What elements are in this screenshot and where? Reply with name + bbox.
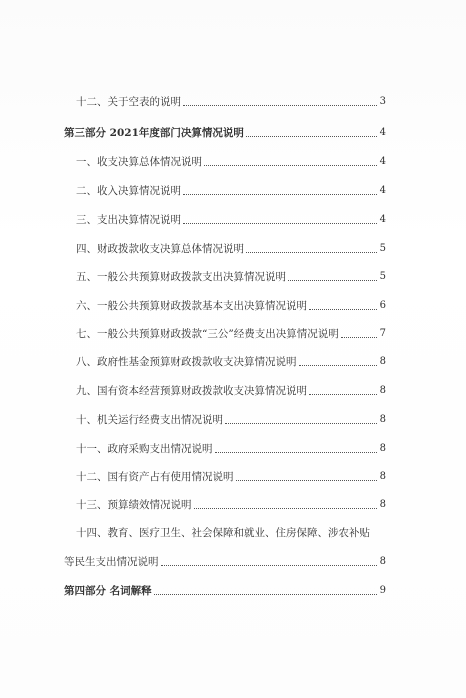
toc-dot-leader <box>204 165 377 166</box>
toc-dot-leader <box>161 565 377 566</box>
toc-dot-leader <box>246 252 377 253</box>
toc-entry-item-3[interactable] <box>76 211 386 229</box>
toc-entry-item-9[interactable] <box>76 382 386 400</box>
toc-part-heading: 第四部分 名词解释 <box>64 585 152 597</box>
toc-entry-item-6[interactable] <box>76 297 386 315</box>
toc-entry-label: 七、一般公共预算财政拨款“三公”经费支出决算情况说明 <box>76 328 339 340</box>
toc-entry-item-5[interactable] <box>76 268 386 286</box>
toc-entry-label: 三、支出决算情况说明 <box>76 214 181 226</box>
toc-entry-item-1[interactable] <box>76 153 386 171</box>
toc-dot-leader <box>183 194 377 195</box>
toc-entry-section-12-empty-tables[interactable] <box>76 93 386 111</box>
toc-dot-leader <box>309 394 377 395</box>
toc-entry-item-8[interactable] <box>76 353 386 371</box>
toc-page-number: 4 <box>379 156 386 167</box>
toc-dot-leader <box>183 105 377 106</box>
toc-entry-item-2[interactable] <box>76 182 386 200</box>
toc-page-number: 4 <box>379 214 386 225</box>
toc-entry-item-12[interactable] <box>76 468 386 486</box>
toc-dot-leader <box>309 309 377 310</box>
toc-entry-part-3[interactable] <box>64 124 386 142</box>
toc-entry-label: 八、政府性基金预算财政拨款收支决算情况说明 <box>76 356 297 368</box>
toc-dot-leader <box>299 365 377 366</box>
toc-page-number: 9 <box>379 585 386 596</box>
toc-page-number: 8 <box>379 556 386 567</box>
toc-page-number: 5 <box>379 243 386 254</box>
toc-page-number: 3 <box>379 96 386 107</box>
toc-entry-item-14-line-2[interactable] <box>64 553 386 571</box>
toc-page-number: 8 <box>379 385 386 396</box>
toc-dot-leader <box>194 508 377 509</box>
toc-dot-leader <box>246 136 377 137</box>
toc-entry-part-4[interactable] <box>64 582 386 600</box>
toc-entry-item-4[interactable] <box>76 240 386 258</box>
toc-dot-leader <box>236 480 377 481</box>
toc-page-number: 5 <box>379 271 386 282</box>
toc-entry-label: 五、一般公共预算财政拨款支出决算情况说明 <box>76 271 286 283</box>
toc-entry-label: 九、国有资本经营预算财政拨款收支决算情况说明 <box>76 385 307 397</box>
toc-entry-item-10[interactable] <box>76 411 386 429</box>
toc-entry-label: 十一、政府采购支出情况说明 <box>76 443 213 455</box>
toc-entry-item-14-line-1[interactable]: 十四、教育、医疗卫生、社会保障和就业、住房保障、涉农补贴 <box>76 527 370 539</box>
toc-dot-leader <box>225 423 377 424</box>
toc-entry-label: 十二、关于空表的说明 <box>76 96 181 108</box>
toc-entry-label: 等民生支出情况说明 <box>64 556 159 568</box>
toc-entry-label: 十二、国有资产占有使用情况说明 <box>76 471 234 483</box>
toc-page-number: 8 <box>379 443 386 454</box>
toc-page-number: 7 <box>379 328 386 339</box>
toc-dot-leader <box>288 280 377 281</box>
toc-dot-leader <box>183 223 377 224</box>
toc-entry-label: 二、收入决算情况说明 <box>76 185 181 197</box>
toc-page-number: 8 <box>379 499 386 510</box>
toc-dot-leader <box>341 337 377 338</box>
toc-page-number: 8 <box>379 471 386 482</box>
toc-entry-item-7[interactable] <box>76 325 386 343</box>
toc-entry-item-13[interactable] <box>76 496 386 514</box>
toc-dot-leader <box>215 452 377 453</box>
toc-entry-label: 四、财政拨款收支决算总体情况说明 <box>76 243 244 255</box>
toc-entry-label: 十三、预算绩效情况说明 <box>76 499 192 511</box>
toc-entry-label: 六、一般公共预算财政拨款基本支出决算情况说明 <box>76 300 307 312</box>
toc-page-number: 8 <box>379 356 386 367</box>
toc-page-number: 4 <box>379 127 386 138</box>
toc-entry-label: 一、收支决算总体情况说明 <box>76 156 202 168</box>
toc-page-number: 8 <box>379 414 386 425</box>
toc-page-number: 6 <box>379 300 386 311</box>
toc-entry-item-11[interactable] <box>76 440 386 458</box>
toc-page-number: 4 <box>379 185 386 196</box>
toc-part-heading: 第三部分 2021年度部门决算情况说明 <box>64 127 244 139</box>
toc-dot-leader <box>154 594 377 595</box>
toc-entry-label: 十、机关运行经费支出情况说明 <box>76 414 223 426</box>
